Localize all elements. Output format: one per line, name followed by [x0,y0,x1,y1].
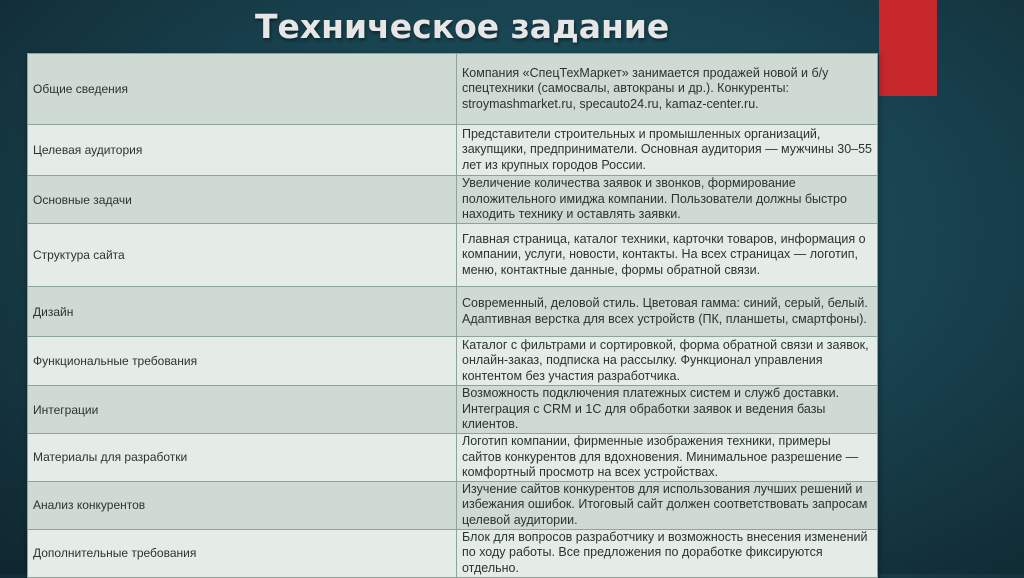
row-text: Каталог с фильтрами и сортировкой, форма обратной связи и заявок, онлайн-заказ, подписка на рассылку. Функционал управления контентом без участия разработчика. [457,337,878,386]
table-row [28,176,878,224]
row-text: Главная страница, каталог техники, карточки товаров, информация о компании, услуги, новости, контакты. На всех страницах — логотип, меню, контактные данные, формы обратной связи. [457,224,878,287]
row-text: Изучение сайтов конкурентов для использования лучших решений и избежания ошибок. Итоговый сайт должен соответствовать запросам целевой аудитории. [457,481,878,529]
table-row [28,125,878,176]
table-row [28,386,878,434]
row-label: Основные задачи [28,176,457,224]
accent-bar [879,0,937,96]
slide-title: Техническое задание [255,7,670,46]
row-label: Структура сайта [28,224,457,287]
row-text: Представители строительных и промышленных организаций, закупщики, предприниматели. Основная аудитория — мужчины 30–55 лет из крупных городов России. [457,125,878,176]
row-label: Анализ конкурентов [28,481,457,529]
row-label: Функциональные требования [28,337,457,386]
row-text: Возможность подключения платежных систем и служб доставки. Интеграция с CRM и 1С для обработки заявок и ведения базы клиентов. [457,386,878,434]
row-text: Блок для вопросов разработчику и возможность внесения изменений по ходу работы. Все предложения по доработке фиксируются отдельно. [457,529,878,577]
row-text: Увеличение количества заявок и звонков, формирование положительного имиджа компании. Пользователи должны быстро находить технику и оставлять заявки. [457,176,878,224]
table-row [28,224,878,287]
row-label: Дизайн [28,287,457,337]
table-row [28,337,878,386]
table-row [28,54,878,125]
row-text: Современный, деловой стиль. Цветовая гамма: синий, серый, белый. Адаптивная верстка для всех устройств (ПК, планшеты, смартфоны). [457,287,878,337]
table-row [28,434,878,482]
spec-table [27,53,878,578]
row-text: Логотип компании, фирменные изображения техники, примеры сайтов конкурентов для вдохновения. Минимальное разрешение — комфортный просмотр на всех устройствах. [457,434,878,482]
row-label: Интеграции [28,386,457,434]
table-row [28,287,878,337]
row-text: Компания «СпецТехМаркет» занимается продажей новой и б/у спецтехники (самосвалы, автокраны и др.). Конкуренты: stroymashmarket.ru, specauto24.ru, kamaz-center.ru. [457,54,878,125]
table-row [28,481,878,529]
row-label: Общие сведения [28,54,457,125]
table-row [28,529,878,577]
row-label: Целевая аудитория [28,125,457,176]
row-label: Дополнительные требования [28,529,457,577]
row-label: Материалы для разработки [28,434,457,482]
